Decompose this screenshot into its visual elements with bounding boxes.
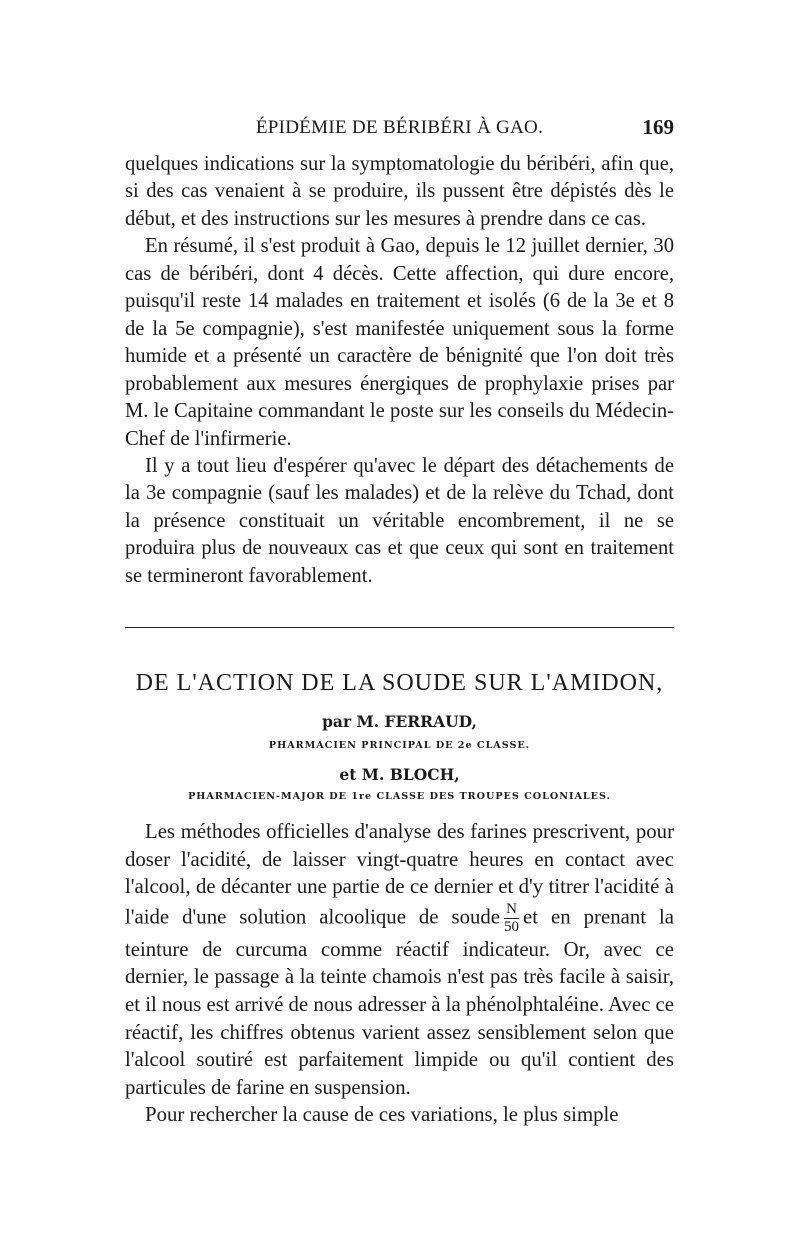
running-header (125, 117, 674, 147)
article-title: DE L'ACTION DE LA SOUDE SUR L'AMIDON, (135, 670, 664, 696)
fraction-denominator: 50 (504, 918, 520, 935)
author-bloch: et M. BLOCH, (339, 765, 460, 784)
page-number: 169 (642, 115, 674, 139)
affiliation-ferraud: PHARMACIEN PRINCIPAL DE 2e CLASSE. (268, 740, 531, 751)
paragraph-outlook: Il y a tout lieu d'espérer qu'avec le départ des détachements de la 3e compagnie (sauf les malades) et de la relève du Tchad, dont la présence constituait un véritable encombrement, il ne se produira plus de nouveaux cas et que ceux qui sont en traitement se termineront favorablement. (125, 454, 674, 587)
section-text-beriberi (125, 151, 674, 590)
fraction-numerator: N (504, 901, 519, 919)
affiliation-bloch: PHARMACIEN-MAJOR DE 1re CLASSE DES TROUPES COLONIALES. (188, 791, 611, 802)
running-title: ÉPIDÉMIE DE BÉRIBÉRI À GAO. (255, 117, 544, 138)
paragraph-methods (125, 818, 674, 1101)
paragraph-summary: En résumé, il s'est produit à Gao, depuis le 12 juillet dernier, 30 cas de béribéri, dont 4 décès. Cette affection, qui dure encore, puisqu'il reste 14 malades en traitement et isolés (6 de la 3e et 8 de la 5e compagnie), s'est manifestée uniquement sous la forme humide et a présenté un caractère de bénignité que l'on doit très probablement aux mesures énergiques de prophylaxie prises par M. le Capitaine commandant le poste sur les conseils du Médecin-Chef de l'infirmerie. (125, 235, 674, 450)
paragraph-research: Pour rechercher la cause de ces variations, le plus simple (145, 1103, 619, 1127)
paragraph-continuation: quelques indications sur la symptomatologie du béribéri, afin que, si des cas venaient à se produire, ils pussent être dépistés dès le début, et des instructions sur les mesures à prendre dans ce cas. (125, 153, 674, 230)
article-body (125, 818, 674, 1129)
methods-text-before: Les méthodes officielles d'analyse des farines prescrivent, pour doser l'acidité, de laisser vingt-quatre heures en contact avec l'alcool, de décanter une partie de ce dernier et d'y titrer l'acidité à l'aide d'une solution alcoolique de soude (125, 820, 674, 929)
methods-text-after: et en prenant la teinture de curcuma comme réactif indicateur. Or, avec ce dernier, le passage à la teinte chamois n'est pas très facile à saisir, et il nous est arrivé de nous adresser à la phénolphtaléine. Avec ce réactif, les chiffres obtenus varient assez sensiblement selon que l'alcool soutiré est parfaitement limpide ou qu'il contient des particules de farine en suspension. (125, 905, 675, 1099)
fraction-n-over-50 (504, 901, 519, 936)
section-divider (125, 627, 674, 628)
author-ferraud: par M. FERRAUD, (322, 712, 477, 731)
